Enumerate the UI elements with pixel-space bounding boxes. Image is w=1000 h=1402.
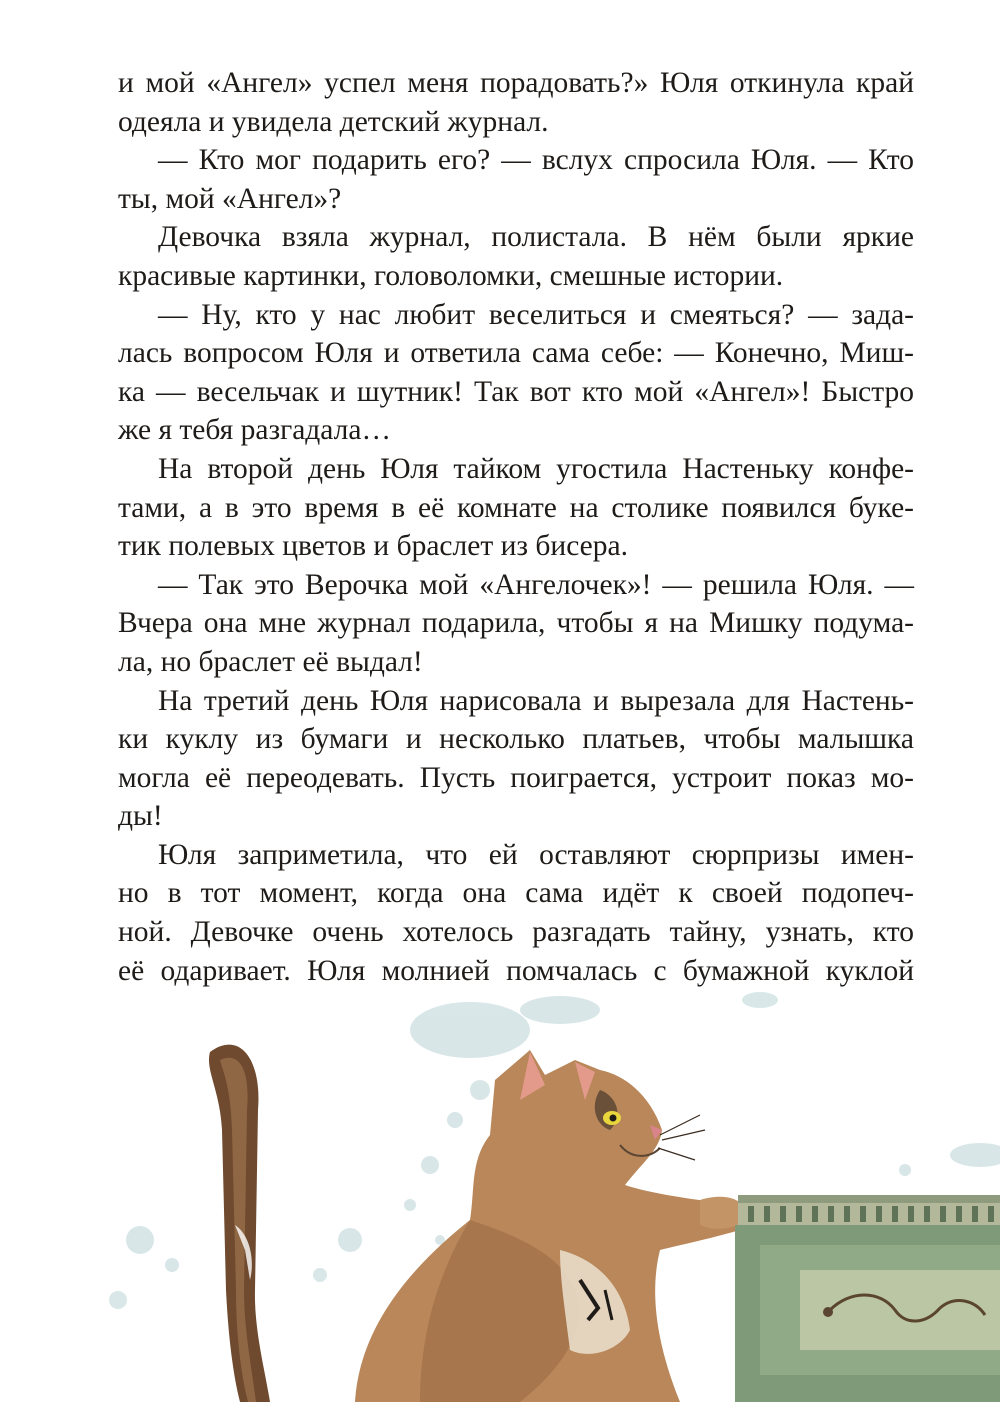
paragraph-line: — Кто мог подарить его? — вслух спросила Юля. — Кто — [158, 144, 914, 177]
cat-illustration — [0, 990, 1000, 1402]
chair — [209, 1045, 270, 1402]
paragraph-line: Девочка взяла журнал, полистала. В нём были яркие — [158, 221, 914, 254]
paragraph-line: её одаривает. Юля молнией помчалась с бумажной куклой — [118, 954, 914, 987]
cat — [355, 1050, 742, 1402]
paragraph-line: ка — весельчак и шутник! Так вот кто мой «Ангел»! Быстро — [118, 375, 914, 408]
paragraph-line: ла, но браслет её выдал! — [118, 645, 423, 678]
paragraph-line: ки куклу из бумаги и несколько платьев, чтобы малышка — [118, 723, 914, 756]
paragraph-line: красивые картинки, головоломки, смешные истории. — [118, 259, 784, 292]
paragraph-line: — Ну, кто у нас любит веселиться и смеяться? — зада- — [158, 298, 914, 331]
paragraph-line: тик полевых цветов и браслет из бисера. — [118, 530, 628, 563]
paragraph-line: могла её переодевать. Пусть поиграется, устроит показ мо- — [118, 761, 914, 794]
paragraph-line: и мой «Ангел» успел меня порадовать?» Юля откинула край — [118, 67, 914, 99]
paragraph-line: тами, а в это время в её комнате на столике появился буке- — [118, 491, 914, 524]
paragraph-line: же я тебя разгадала… — [118, 414, 391, 447]
paragraph-line: Вчера она мне журнал подарила, чтобы я на Мишку подума- — [118, 607, 914, 640]
paragraph-line: Юля заприметила, что ей оставляют сюрпризы имен- — [158, 838, 914, 871]
paragraph-line: ты, мой «Ангел»? — [118, 182, 342, 215]
paragraph-line: одеяла и увидела детский журнал. — [118, 105, 549, 138]
paragraph-line: лась вопросом Юля и ответила сама себе: — Конечно, Миш- — [118, 337, 914, 370]
paragraph-line: но в тот момент, когда она сама идёт к своей подопеч- — [118, 877, 914, 910]
paragraph-line: ной. Девочке очень хотелось разгадать тайну, узнать, кто — [118, 916, 914, 949]
paragraph-line: На второй день Юля тайком угостила Настеньку конфе- — [158, 452, 914, 485]
table — [735, 1195, 1000, 1402]
paragraph-line: ды! — [118, 800, 163, 833]
story-text — [118, 64, 914, 990]
paragraph-line: — Так это Верочка мой «Ангелочек»! — решила Юля. — — [158, 568, 914, 601]
paragraph-line: На третий день Юля нарисовала и вырезала для Настень- — [158, 684, 914, 717]
